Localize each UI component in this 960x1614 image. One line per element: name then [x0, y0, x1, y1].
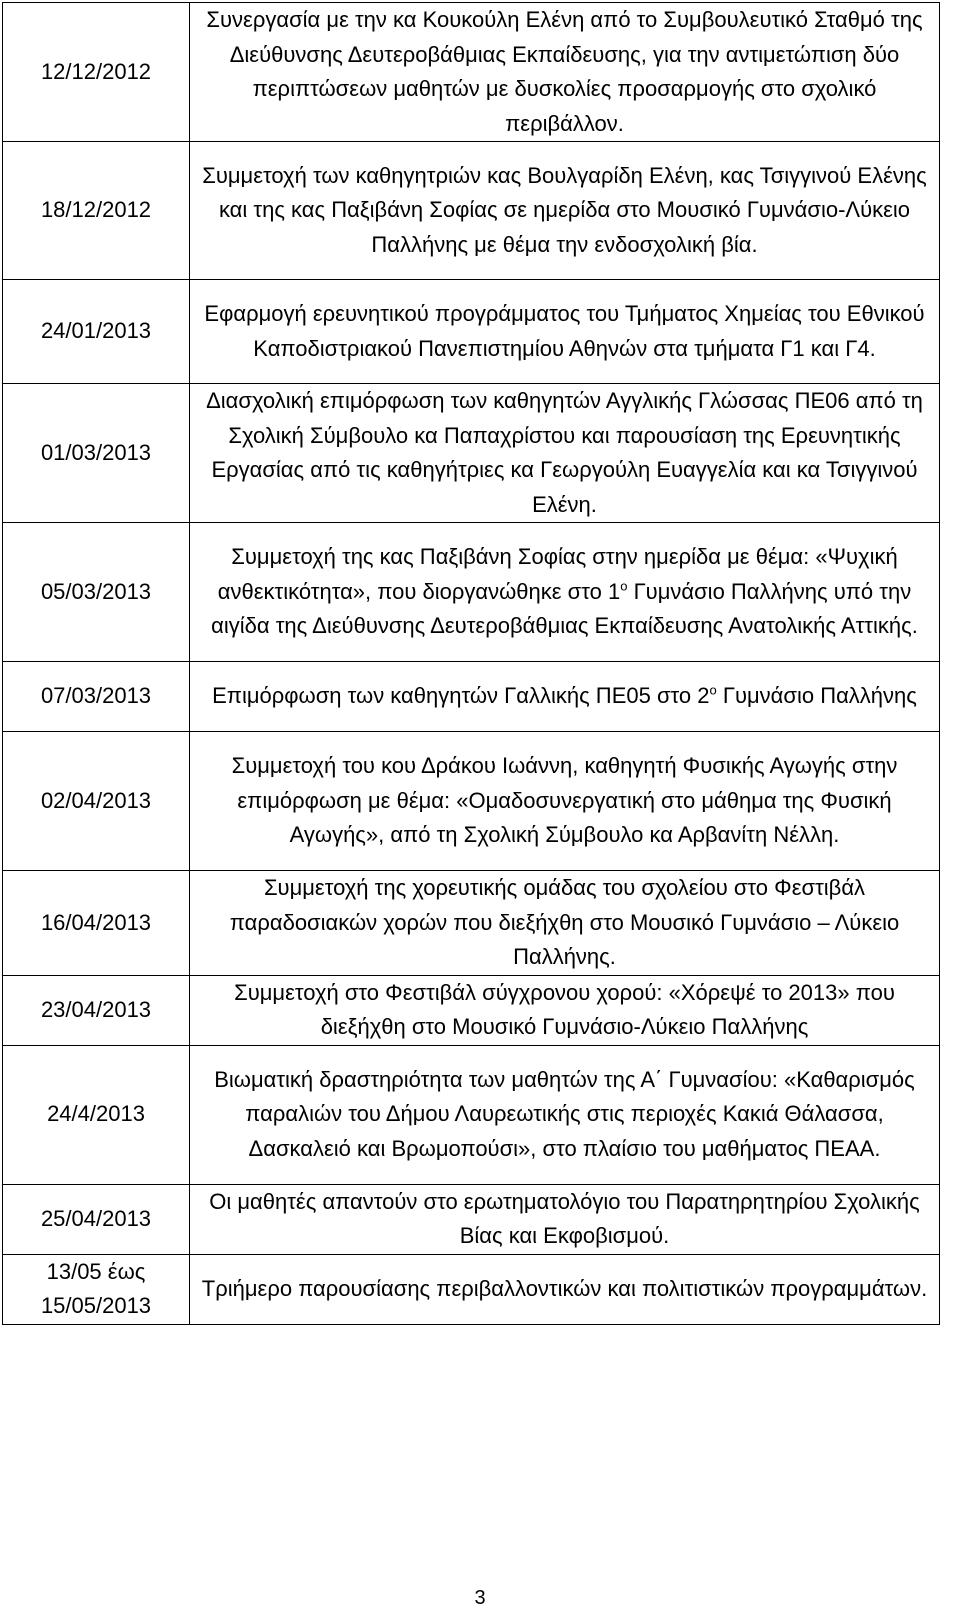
table-row [3, 384, 940, 523]
row-date: 23/04/2013 [3, 975, 190, 1045]
row-description: Οι μαθητές απαντούν στο ερωτηματολόγιο του Παρατηρητηρίου Σχολικής Βίας και Εκφοβισμού. [190, 1184, 940, 1254]
row-date: 24/01/2013 [3, 280, 190, 384]
table-row [3, 280, 940, 384]
row-date: 05/03/2013 [3, 523, 190, 662]
ordinal-superscript: ο [709, 682, 717, 698]
events-table [2, 2, 940, 1325]
row-date: 16/04/2013 [3, 871, 190, 976]
table-row [3, 3, 940, 142]
table-row [3, 871, 940, 976]
row-date: 07/03/2013 [3, 662, 190, 732]
row-description-text: Συμμετοχή της κας Παξιβάνη Σοφίας στην ημερίδα με θέμα: «Ψυχική ανθεκτικότητα», που διοργανώθηκε στο 1 [217, 544, 898, 604]
row-date: 18/12/2012 [3, 142, 190, 280]
row-description: Συμμετοχή της χορευτικής ομάδας του σχολείου στο Φεστιβάλ παραδοσιακών χορών που διεξήχθη στο Μουσικό Γυμνάσιο – Λύκειο Παλλήνης. [190, 871, 940, 976]
row-date: 13/05 έως 15/05/2013 [3, 1254, 190, 1324]
row-description [190, 523, 940, 662]
table-row [3, 523, 940, 662]
row-description-text: Γυμνάσιο Παλλήνης υπό την αιγίδα της Διεύθυνσης Δευτεροβάθμιας Εκπαίδευσης Ανατολικής Αττικής. [211, 578, 918, 639]
row-description: Συμμετοχή των καθηγητριών κας Βουλγαρίδη Ελένη, κας Τσιγγινού Ελένης και της κας Παξιβάνη Σοφίας σε ημερίδα στο Μουσικό Γυμνάσιο-Λύκειο Παλλήνης με θέμα την ενδοσχολική βία. [190, 142, 940, 280]
table-row [3, 1254, 940, 1324]
row-description: Τριήμερο παρουσίασης περιβαλλοντικών και πολιτιστικών προγραμμάτων. [190, 1254, 940, 1324]
row-description: Συμμετοχή του κου Δράκου Ιωάννη, καθηγητή Φυσικής Αγωγής στην επιμόρφωση με θέμα: «Ομαδοσυνεργατική στο μάθημα της Φυσική Αγωγής», από τη Σχολική Σύμβουλο κα Αρβανίτη Νέλλη. [190, 732, 940, 871]
row-date: 02/04/2013 [3, 732, 190, 871]
table-row [3, 732, 940, 871]
row-description-text: Επιμόρφωση των καθηγητών Γαλλικής ΠΕ05 στο 2 [212, 683, 710, 709]
ordinal-superscript: ο [620, 578, 628, 594]
table-row [3, 975, 940, 1045]
row-date: 12/12/2012 [3, 3, 190, 142]
table-row [3, 1045, 940, 1184]
table-row [3, 142, 940, 280]
row-date: 25/04/2013 [3, 1184, 190, 1254]
row-description [190, 662, 940, 732]
row-date: 01/03/2013 [3, 384, 190, 523]
row-date: 24/4/2013 [3, 1045, 190, 1184]
row-description: Εφαρμογή ερευνητικού προγράμματος του Τμήματος Χημείας του Εθνικού Καποδιστριακού Πανεπιστημίου Αθηνών στα τμήματα Γ1 και Γ4. [190, 280, 940, 384]
row-description: Διασχολική επιμόρφωση των καθηγητών Αγγλικής Γλώσσας ΠΕ06 από τη Σχολική Σύμβουλο κα Παπαχρίστου και παρουσίαση της Ερευνητικής Εργασίας από τις καθηγήτριες κα Γεωργούλη Ευαγγελία και κα Τσιγγινού Ελένη. [190, 384, 940, 523]
row-description: Συνεργασία με την κα Κουκούλη Ελένη από το Συμβουλευτικό Σταθμό της Διεύθυνσης Δευτεροβάθμιας Εκπαίδευσης, για την αντιμετώπιση δύο περιπτώσεων μαθητών με δυσκολίες προσαρμογής στο σχολικό περιβάλλον. [190, 3, 940, 142]
row-description: Συμμετοχή στο Φεστιβάλ σύγχρονου χορού: «Χόρεψέ το 2013» που διεξήχθη στο Μουσικό Γυμνάσιο-Λύκειο Παλλήνης [190, 975, 940, 1045]
table-row [3, 1184, 940, 1254]
row-description: Βιωματική δραστηριότητα των μαθητών της Α΄ Γυμνασίου: «Καθαρισμός παραλιών του Δήμου Λαυρεωτικής στις περιοχές Κακιά Θάλασσα, Δασκαλειό και Βρωμοπούσι», στο πλαίσιο του μαθήματος ΠΕΑΑ. [190, 1045, 940, 1184]
page-number: 3 [474, 1587, 486, 1609]
table-row [3, 662, 940, 732]
row-description-text: Γυμνάσιο Παλλήνης [716, 683, 917, 709]
